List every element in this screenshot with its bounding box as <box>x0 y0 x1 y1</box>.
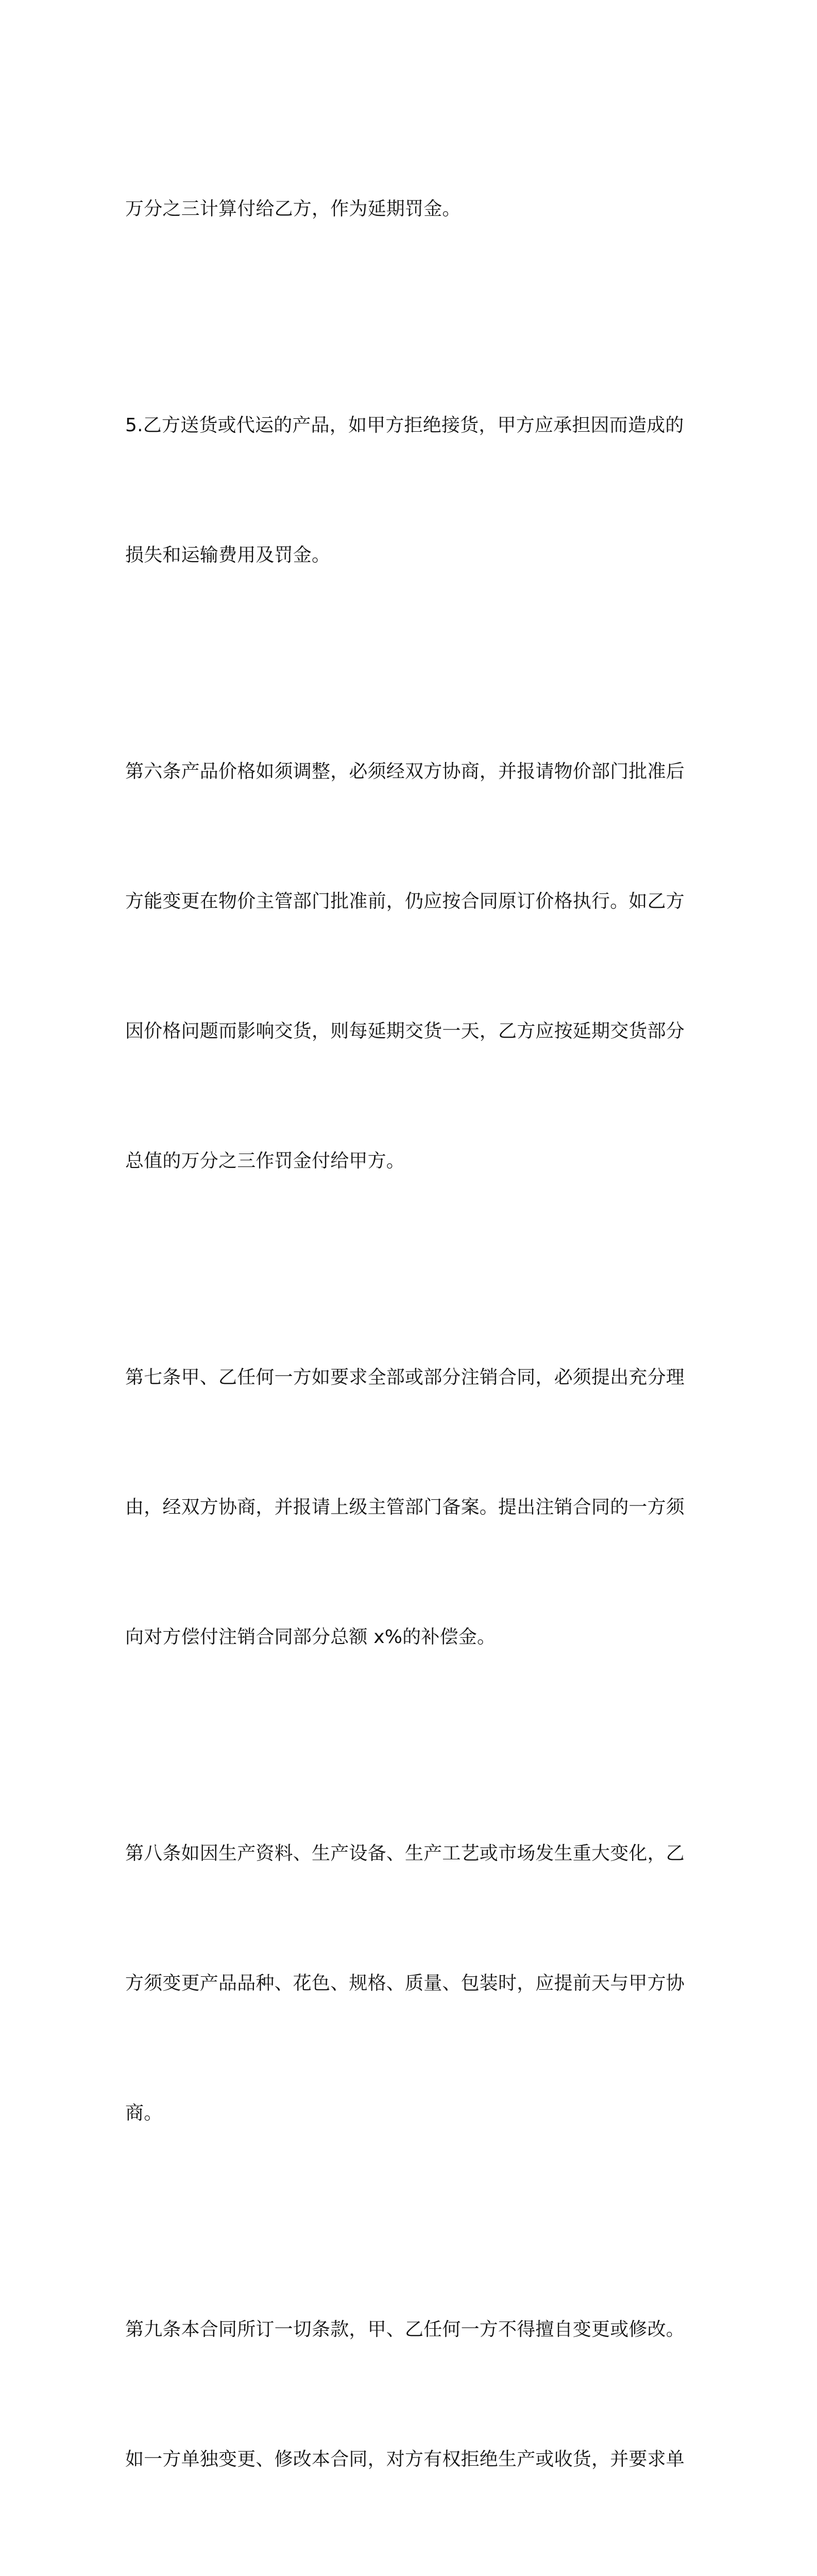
text-line: 商。 <box>125 2103 163 2124</box>
text-line: 由，经双方协商，并报请上级主管部门备案。提出注销合同的一方须 <box>125 1497 685 1518</box>
text-line: 方须变更产品品种、花色、规格、质量、包装时，应提前天与甲方协 <box>125 1973 685 1994</box>
text-line: 5.乙方送货或代运的产品，如甲方拒绝接货，甲方应承担因而造成的 <box>125 415 684 436</box>
paragraph-1 <box>125 101 705 317</box>
text-line: 向对方偿付注销合同部分总额 x%的补偿金。 <box>125 1626 496 1648</box>
text-line: 总值的万分之三作罚金付给甲方。 <box>125 1150 405 1172</box>
text-line: 损失和运输费用及罚金。 <box>125 545 331 566</box>
paragraph-4 <box>125 1269 705 1745</box>
text-line: 方能变更在物价主管部门批准前，仍应按合同原订价格执行。如乙方 <box>125 891 685 912</box>
text-line: 万分之三计算付给乙方，作为延期罚金。 <box>125 198 461 219</box>
text-line: 因价格问题而影响交货，则每延期交货一天，乙方应按延期交货部分 <box>125 1021 685 1042</box>
paragraph-3 <box>125 664 705 1269</box>
paragraph-6 <box>125 2222 705 2576</box>
contract-text <box>125 101 705 2576</box>
paragraph-5 <box>125 1745 705 2222</box>
text-line: 第六条产品价格如须调整，必须经双方协商，并报请物价部门批准后 <box>125 761 685 782</box>
text-line: 第七条甲、乙任何一方如要求全部或部分注销合同，必须提出充分理 <box>125 1367 685 1388</box>
text-line <box>125 2568 705 2576</box>
paragraph-2 <box>125 317 705 664</box>
text-line: 第九条本合同所订一切条款，甲、乙任何一方不得擅自变更或修改。 <box>125 2319 685 2340</box>
text-line: 如一方单独变更、修改本合同，对方有权拒绝生产或收货，并要求单 <box>125 2449 685 2470</box>
text-line: 第八条如因生产资料、生产设备、生产工艺或市场发生重大变化，乙 <box>125 1843 685 1864</box>
